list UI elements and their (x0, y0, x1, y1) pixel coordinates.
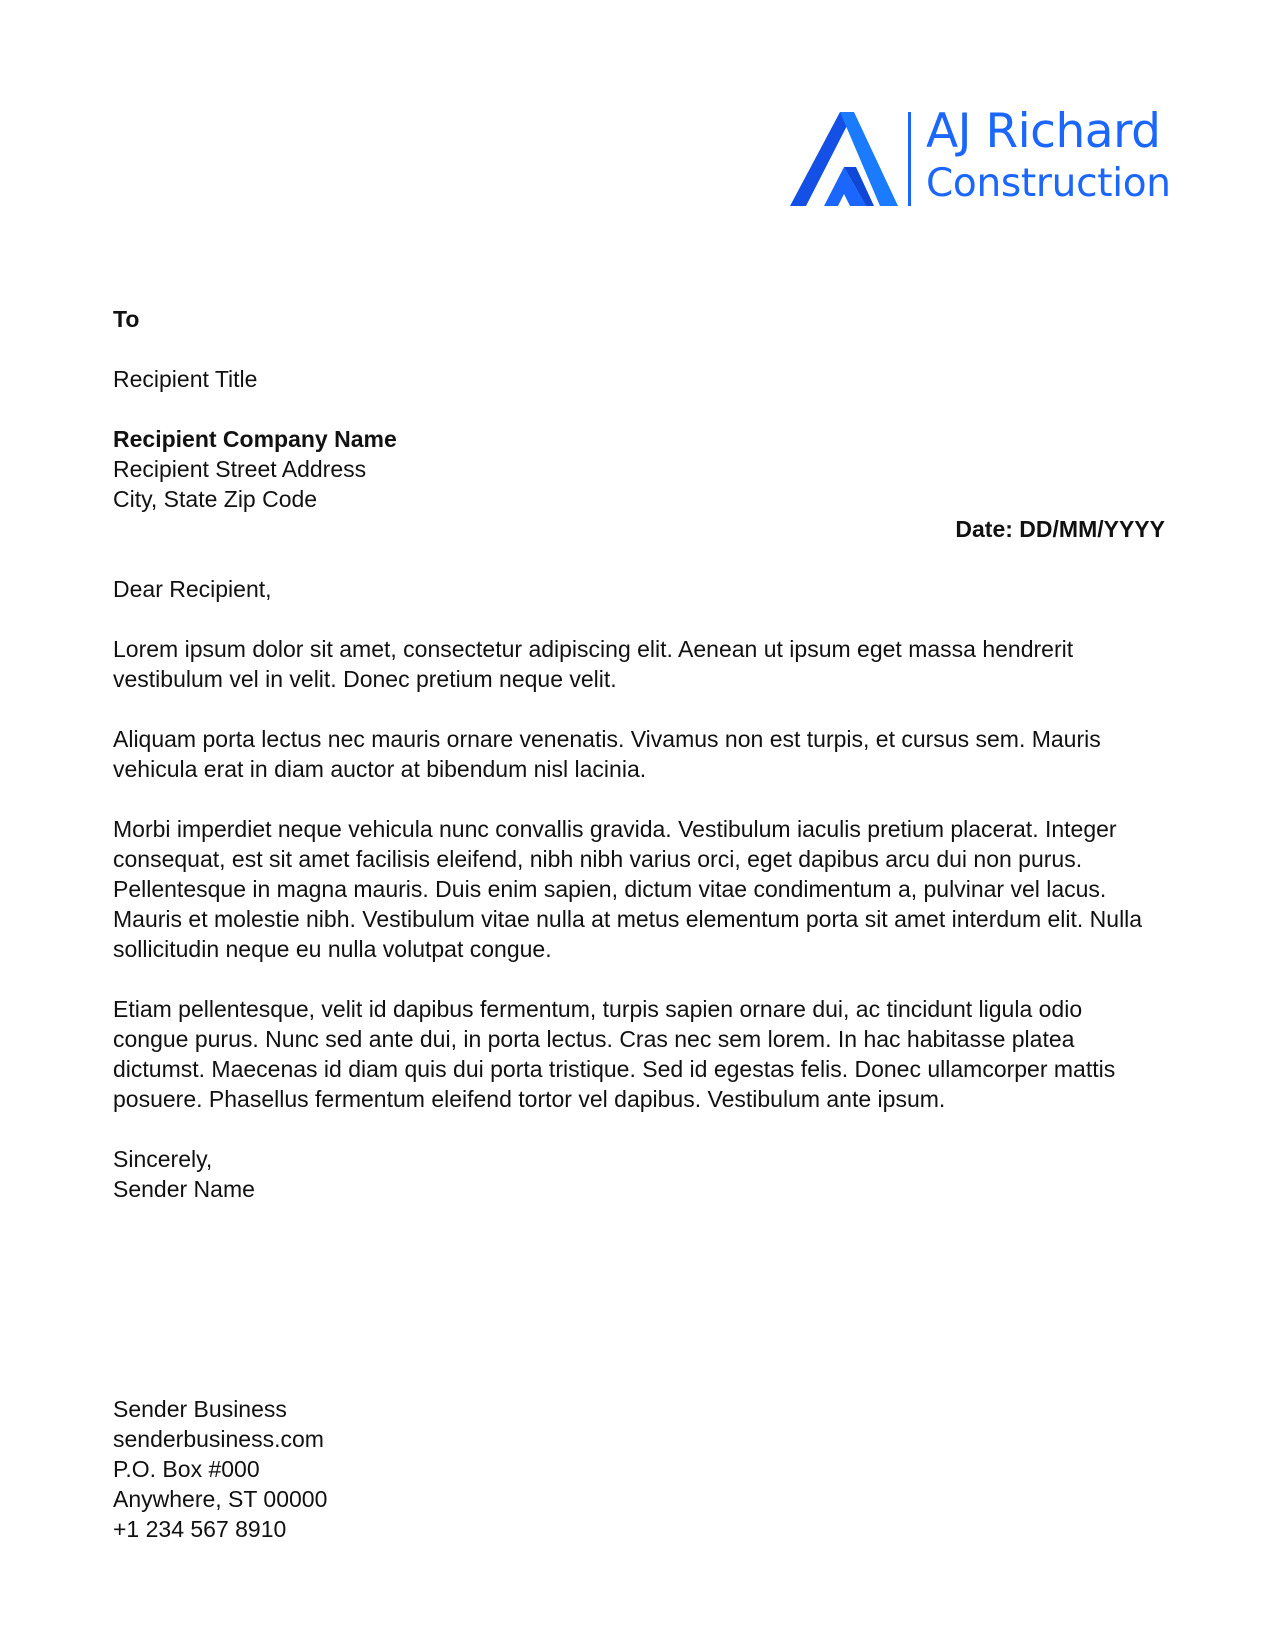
recipient-street: Recipient Street Address (113, 456, 367, 482)
recipient-address-block (113, 424, 397, 514)
salutation: Dear Recipient, (113, 576, 272, 602)
body-paragraph: Aliquam porta lectus nec mauris ornare venenatis. Vivamus non est turpis, et cursus sem. Mauris vehicula erat in diam auctor at bibendum nisl lacinia. (113, 726, 1101, 782)
logo-divider (908, 112, 911, 206)
company-logo (790, 104, 1171, 208)
recipient-city: City, State Zip Code (113, 486, 318, 512)
body-paragraph: Etiam pellentesque, velit id dapibus fermentum, turpis sapien ornare dui, ac tincidunt ligula odio congue purus. Nunc sed ante dui, in porta lectus. Cras nec sem lorem. In hac habitasse platea dictumst. Maecenas id diam quis dui porta tristique. Sed id egestas felis. Donec ullamcorper mattis posuere. Phasellus fermentum eleifend tortor vel dapibus. Vestibulum ante ipsum. (113, 996, 1116, 1112)
logo-wordmark (926, 104, 1171, 206)
recipient-company: Recipient Company Name (113, 426, 397, 452)
body-paragraph: Morbi imperdiet neque vehicula nunc convallis gravida. Vestibulum iaculis pretium placerat. Integer consequat, est sit amet facilisis eleifend, nibh nibh varius orci, eget dapibus arcu dui non purus. Pellentesque in magna mauris. Duis enim sapien, dictum vitae condimentum a, pulvinar vel lacus. Mauris et molestie nibh. Vestibulum vitae nulla at metus elementum porta sit amet interdum elit. Nulla sollicitudin neque eu nulla volutpat congue. (113, 816, 1143, 962)
sender-website: senderbusiness.com (113, 1426, 324, 1452)
valediction: Sincerely, (113, 1146, 213, 1172)
sender-contact-block (113, 1394, 327, 1544)
logo-subtitle: Construction (926, 161, 1171, 206)
sender-city: Anywhere, ST 00000 (113, 1486, 328, 1512)
recipient-title: Recipient Title (113, 366, 258, 392)
closing-block (113, 1144, 255, 1204)
sender-name: Sender Name (113, 1176, 255, 1202)
sender-po-box: P.O. Box #000 (113, 1456, 260, 1482)
triangle-logo-icon (790, 112, 898, 206)
sender-phone: +1 234 567 8910 (113, 1516, 287, 1542)
to-label: To (113, 306, 140, 332)
body-paragraph: Lorem ipsum dolor sit amet, consectetur adipiscing elit. Aenean ut ipsum eget massa hendrerit vestibulum vel in velit. Donec pretium neque velit. (113, 636, 1074, 692)
letter-date: Date: DD/MM/YYYY (955, 516, 1165, 542)
logo-name: AJ Richard (926, 104, 1161, 159)
sender-business: Sender Business (113, 1396, 287, 1422)
